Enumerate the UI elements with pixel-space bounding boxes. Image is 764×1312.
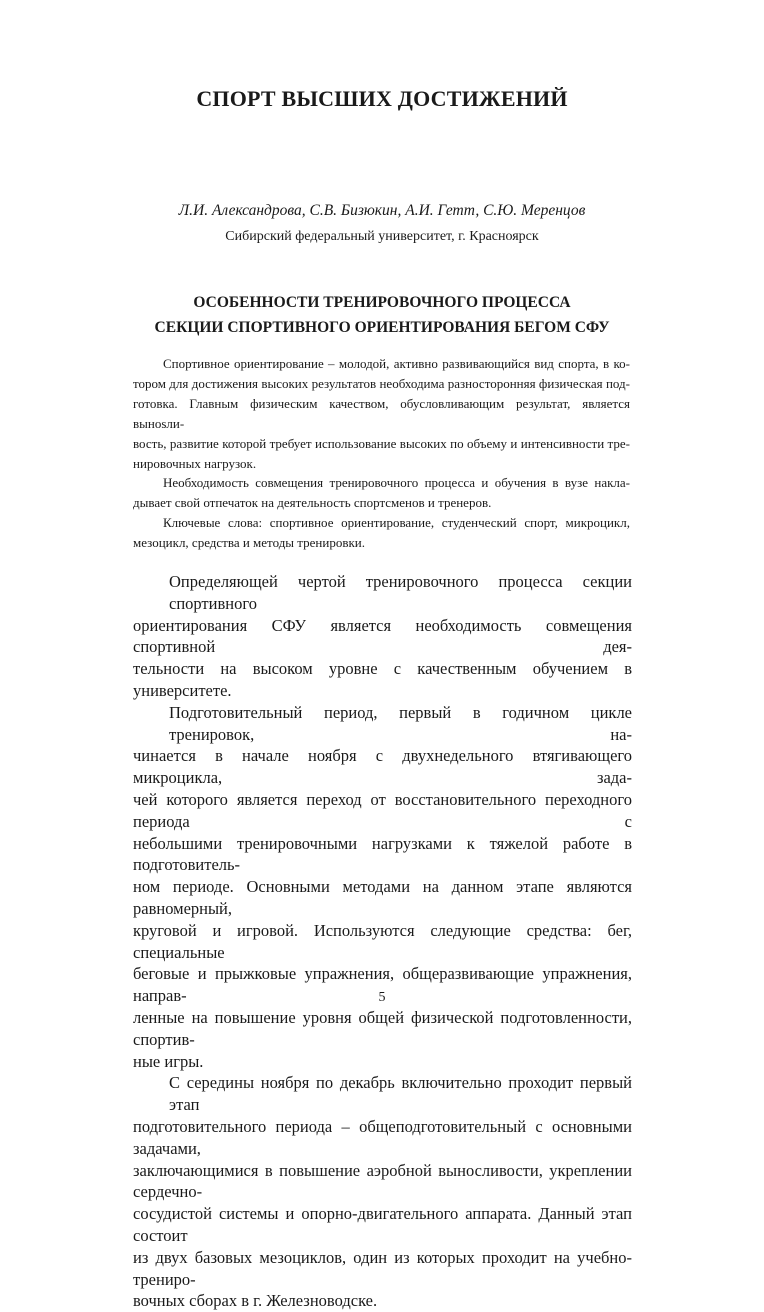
body-line: вочных сборах в г. Железноводске. [133,1291,378,1311]
body-text [133,571,632,1312]
abstract-line: тором для достижения высоких результатов необходима разносторонняя физическая под- [133,375,630,391]
article-title-line: ОСОБЕННОСТИ ТРЕНИРОВОЧНОГО ПРОЦЕССА [193,294,571,311]
article-title-line: СЕКЦИИ СПОРТИВНОГО ОРИЕНТИРОВАНИЯ БЕГОМ СФУ [154,319,610,336]
body-line: чей которого является переход от восстановительного переходного периода с [133,789,632,831]
body-line: небольшими тренировочными нагрузками к тяжелой работе в подготовитель- [133,833,632,875]
abstract [133,354,630,553]
body-line: из двух базовых мезоциклов, один из которых проходит на учебно-трениро- [133,1247,632,1289]
body-line: ные игры. [133,1051,204,1071]
body-line: сосудистой системы и опорно-двигательного аппарата. Данный этап состоит [133,1204,632,1245]
abstract-line: нировочных нагрузок. [133,455,257,471]
body-line: Подготовительный период, первый в годичном цикле тренировок, на- [169,702,632,744]
body-line: ном периоде. Основными методами на данном этапе являются равномерный, [133,877,632,918]
body-line: беговые и прыжковые упражнения, общеразвивающие упражнения, направ- [133,964,632,1006]
body-line: подготовительного периода – общеподготовительный с основными задачами, [133,1116,632,1158]
body-line: круговой и игровой. Используются следующие средства: бег, специальные [133,920,632,962]
article-title [0,290,764,340]
abstract-line: Необходимость совмещения тренировочного процесса и обучения в вузе накла- [163,475,630,491]
body-line: заключающимися в повышение аэробной выносливости, укреплении сердечно- [133,1160,632,1202]
authors: Л.И. Александрова, С.В. Бизюкин, А.И. Гетт, С.Ю. Меренцов [178,202,586,219]
body-line: ориентирования СФУ является необходимость совмещения спортивной дея- [133,615,632,657]
body-line: тельности на высоком уровне с качественным обучением в университете. [133,659,632,700]
page-number: 5 [378,990,386,1005]
abstract-line: вость, развитие которой требует использование высоких по объему и интенсивности тре- [133,435,630,451]
body-line: С середины ноября по декабрь включительно проходит первый этап [169,1073,632,1115]
keywords-line: мезоцикл, средства и методы тренировки. [133,535,365,551]
body-line: ленные на повышение уровня общей физической подготовленности, спортив- [133,1007,632,1049]
section-title: СПОРТ ВЫСШИХ ДОСТИЖЕНИЙ [196,86,568,111]
abstract-line: Спортивное ориентирование – молодой, активно развивающийся вид спорта, в ко- [163,356,630,371]
body-line: чинается в начале ноября с двухнедельного втягивающего микроцикла, зада- [133,746,632,788]
body-line: Определяющей чертой тренировочного процесса секции спортивного [169,572,632,613]
abstract-line: готовка. Главным физическим качеством, обусловливающим результат, является вынosли- [133,395,630,431]
abstract-line: дывает свой отпечаток на деятельность спортсменов и тренеров. [133,495,492,511]
affiliation: Сибирский федеральный университет, г. Красноярск [225,229,539,244]
keywords-line: Ключевые слова: спортивное ориентирование, студенческий спорт, микроцикл, [163,515,630,531]
